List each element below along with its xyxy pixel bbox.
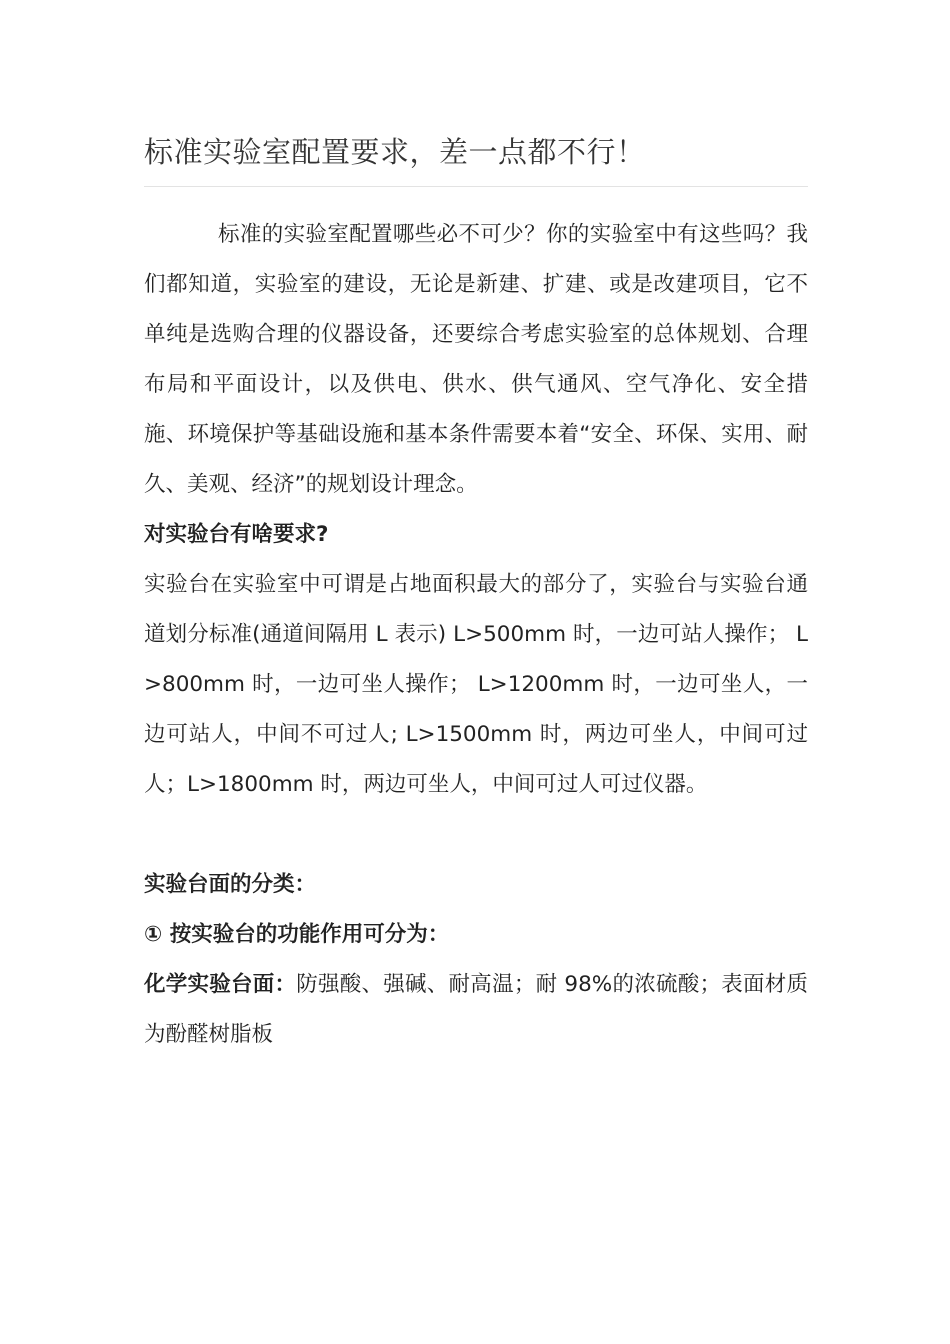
- section-heading-workbench-requirements: 对实验台有啥要求?: [144, 522, 329, 547]
- article-body: [144, 210, 808, 1060]
- chemical-countertop-paragraph: [144, 960, 808, 1060]
- article-title: 标准实验室配置要求，差一点都不行！: [144, 135, 646, 169]
- blank-line: [144, 810, 808, 860]
- section-heading-countertop-types: 实验台面的分类：: [144, 872, 317, 897]
- title-divider: [144, 186, 808, 187]
- intro-paragraph: 标准的实验室配置哪些必不可少？你的实验室中有这些吗？我们都知道，实验室的建设，无论是新建、扩建、或是改建项目，它不单纯是选购合理的仪器设备，还要综合考虑实验室的总体规划、合理布局和平面设计，以及供电、供水、供气通风、空气净化、安全措施、环境保护等基础设施和基本条件需要本着“安全、环保、实用、耐久、美观、经济”的规划设计理念。: [144, 222, 808, 497]
- chemical-countertop-text: 防强酸、强碱、耐高温；耐 98%的浓硫酸；表面材质为酚醛树脂板: [144, 972, 808, 1047]
- workbench-requirements-paragraph: 实验台在实验室中可谓是占地面积最大的部分了，实验台与实验台通道划分标准(通道间隔用 L 表示) L>500mm 时，一边可站人操作； L>800mm 时，一边可坐人操作； L>1200mm 时，一边可坐人，一边可站人，中间不可过人; L>1500mm 时，两边可坐人，中间可过人；L>1800mm 时，两边可坐人，中间可过人可过仪器。: [144, 572, 808, 797]
- subheading-by-function: ① 按实验台的功能作用可分为：: [144, 922, 450, 947]
- chemical-countertop-label: 化学实验台面：: [144, 972, 297, 997]
